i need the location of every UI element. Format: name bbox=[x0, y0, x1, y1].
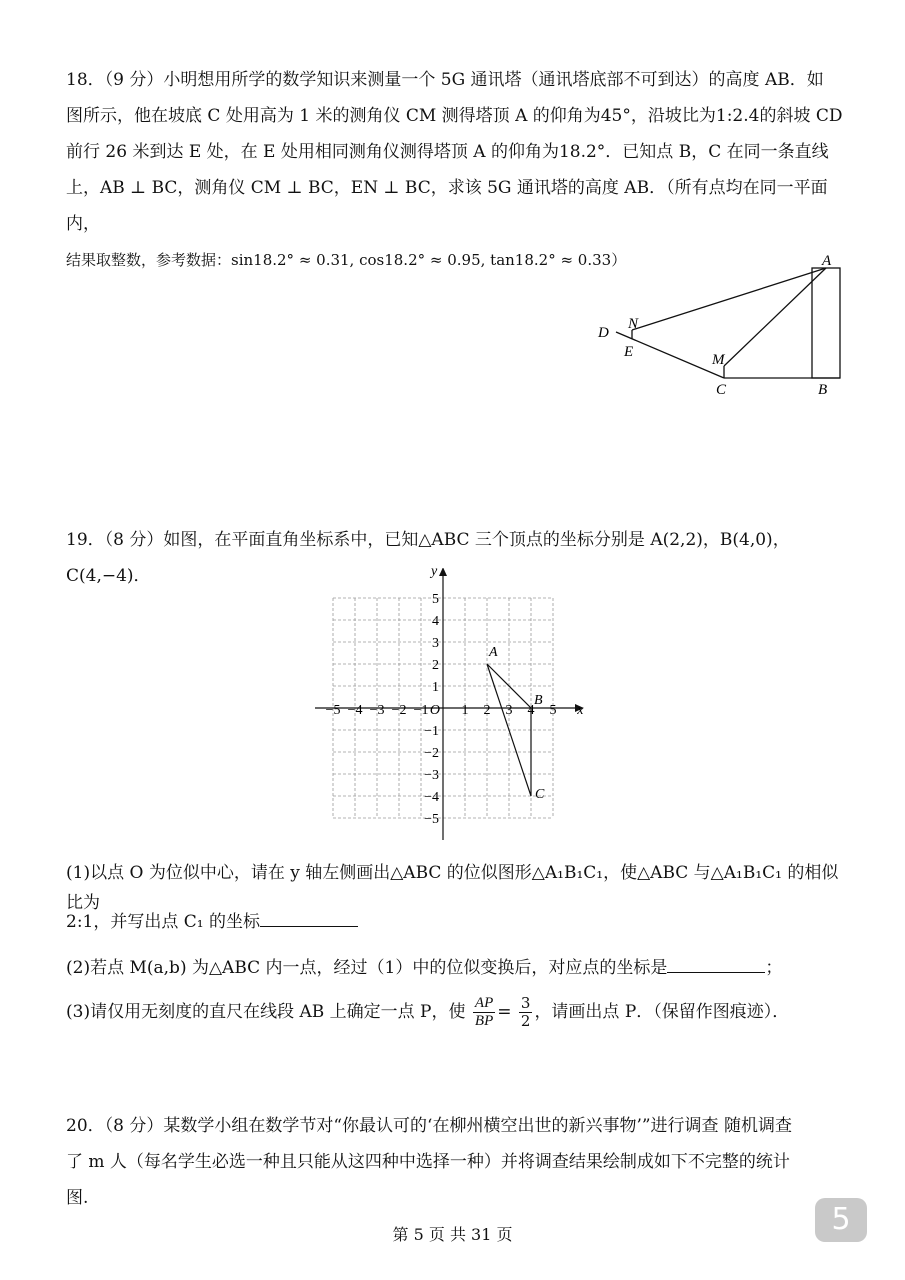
x-tick-label: 4 bbox=[527, 703, 535, 718]
q20-line-2: 了 m 人（每名学生必选一种且只能从这四种中选择一种）并将调查结果绘制成如下不完整的统计 bbox=[66, 1152, 790, 1172]
y-tick-label: 2 bbox=[432, 658, 439, 673]
label-M: M bbox=[712, 352, 725, 368]
q19-p1-line-2: 2:1，并写出点 C₁ 的坐标 bbox=[66, 912, 260, 932]
x-tick-label: −2 bbox=[391, 703, 407, 718]
x-tick-label: 3 bbox=[505, 703, 513, 718]
tower bbox=[812, 268, 840, 378]
x-tick-label: −5 bbox=[325, 703, 341, 718]
y-tick-label: −4 bbox=[424, 790, 439, 805]
question-18 bbox=[66, 62, 846, 278]
q19-coordinate-plane bbox=[315, 568, 595, 840]
fraction-num-3: 3 bbox=[520, 994, 531, 1012]
fraction-num-ap: AP bbox=[474, 995, 494, 1011]
y-tick-label: 5 bbox=[432, 592, 439, 607]
label-C: C bbox=[716, 382, 727, 398]
point-label-A: A bbox=[489, 645, 498, 660]
y-tick-label: 4 bbox=[432, 614, 439, 629]
origin-label: O bbox=[429, 703, 440, 718]
y-tick-label: 3 bbox=[432, 636, 439, 651]
x-tick-label: −4 bbox=[347, 703, 363, 718]
answer-blank-m-image[interactable] bbox=[667, 954, 765, 973]
fraction-den-2: 2 bbox=[520, 1012, 531, 1030]
y-tick-label: −3 bbox=[424, 768, 439, 783]
q19-p1-line-1: (1)以点 O 为位似中心，请在 y 轴左侧画出△ABC 的位似图形△A₁B₁C₁，使△ABC 与△A₁B₁C₁ 的相似比为 bbox=[66, 863, 839, 913]
page-footer: 第 5 页 共 31 页 bbox=[392, 1225, 513, 1244]
y-axis-arrow bbox=[439, 568, 447, 576]
q18-line-3: 前行 26 米到达 E 处，在 E 处用相同测角仪测得塔顶 A 的仰角为18.2°．已知点 B，C 在同一条直线 bbox=[66, 142, 829, 162]
q18-line-1: 18．（9 分）小明想用所学的数学知识来测量一个 5G 通讯塔（通讯塔底部不可到达）的高度 AB．如 bbox=[66, 70, 824, 90]
label-N: N bbox=[628, 316, 639, 332]
y-tick-label: −2 bbox=[424, 746, 439, 761]
label-E: E bbox=[624, 344, 634, 360]
q20-line-1: 20．（8 分）某数学小组在数学节对“你最认可的‘在柳州横空出世的新兴事物’”进行调查 随机调查 bbox=[66, 1116, 792, 1136]
fraction-den-bp: BP bbox=[474, 1013, 494, 1029]
x-axis-label: x bbox=[577, 703, 584, 718]
tick-labels bbox=[326, 592, 557, 827]
q19-part-2 bbox=[66, 953, 846, 983]
x-tick-label: −1 bbox=[413, 703, 429, 718]
sight-line-NA bbox=[632, 268, 826, 330]
fraction-ap-bp bbox=[473, 995, 495, 1030]
x-tick-label: 2 bbox=[483, 703, 491, 718]
y-tick-label: −5 bbox=[424, 812, 439, 827]
label-D: D bbox=[598, 325, 609, 341]
page-number-badge: 5 bbox=[815, 1198, 867, 1242]
label-A: A bbox=[822, 253, 832, 269]
q20-line-3: 图. bbox=[66, 1188, 89, 1208]
q19-p1-line-2-wrap bbox=[66, 907, 846, 937]
y-axis-label: y bbox=[431, 568, 438, 579]
fraction-3-2 bbox=[519, 995, 533, 1030]
x-tick-label: 1 bbox=[461, 703, 469, 718]
q18-tower-diagram bbox=[590, 252, 850, 402]
x-tick-label: −3 bbox=[369, 703, 385, 718]
q18-line-2: 图所示，他在坡底 C 处用高为 1 米的测角仪 CM 测得塔顶 A 的仰角为45°，沿坡比为1:2.4的斜坡 CD bbox=[66, 106, 843, 126]
q18-line-4: 上，AB ⊥ BC，测角仪 CM ⊥ BC，EN ⊥ BC，求该 5G 通讯塔的高度 AB．（所有点均在同一平面内， bbox=[66, 178, 828, 234]
q19-p3-post: ，请画出点 P．（保留作图痕迹）． bbox=[534, 1002, 790, 1022]
sight-line-MA bbox=[724, 268, 826, 366]
x-tick-label: 5 bbox=[549, 703, 557, 718]
triangle-ABC bbox=[487, 645, 545, 802]
y-tick-label: −1 bbox=[424, 724, 439, 739]
y-tick-label: 1 bbox=[432, 680, 439, 695]
equals-sign: = bbox=[497, 1002, 512, 1022]
q19-p2-text: (2)若点 M(a,b) 为△ABC 内一点，经过（1）中的位似变换后，对应点的坐标是 bbox=[66, 958, 668, 978]
q19-p3-pre: (3)请仅用无刻度的直尺在线段 AB 上确定一点 P，使 bbox=[66, 1002, 466, 1022]
q19-part-3 bbox=[66, 994, 846, 1030]
point-label-C: C bbox=[535, 787, 545, 802]
answer-blank-c1[interactable] bbox=[260, 908, 358, 927]
question-20 bbox=[66, 1108, 846, 1216]
q18-line-5: 结果取整数，参考数据：sin18.2° ≈ 0.31, cos18.2° ≈ 0.95, tan18.2° ≈ 0.33） bbox=[66, 251, 627, 269]
q19-p2-end: ； bbox=[765, 958, 783, 978]
label-B: B bbox=[818, 382, 828, 398]
q19-intro: 19．（8 分）如图，在平面直角坐标系中，已知△ABC 三个顶点的坐标分别是 A(2,2)，B(4,0)，C(4,−4)． bbox=[66, 530, 790, 586]
point-label-B: B bbox=[534, 693, 543, 708]
